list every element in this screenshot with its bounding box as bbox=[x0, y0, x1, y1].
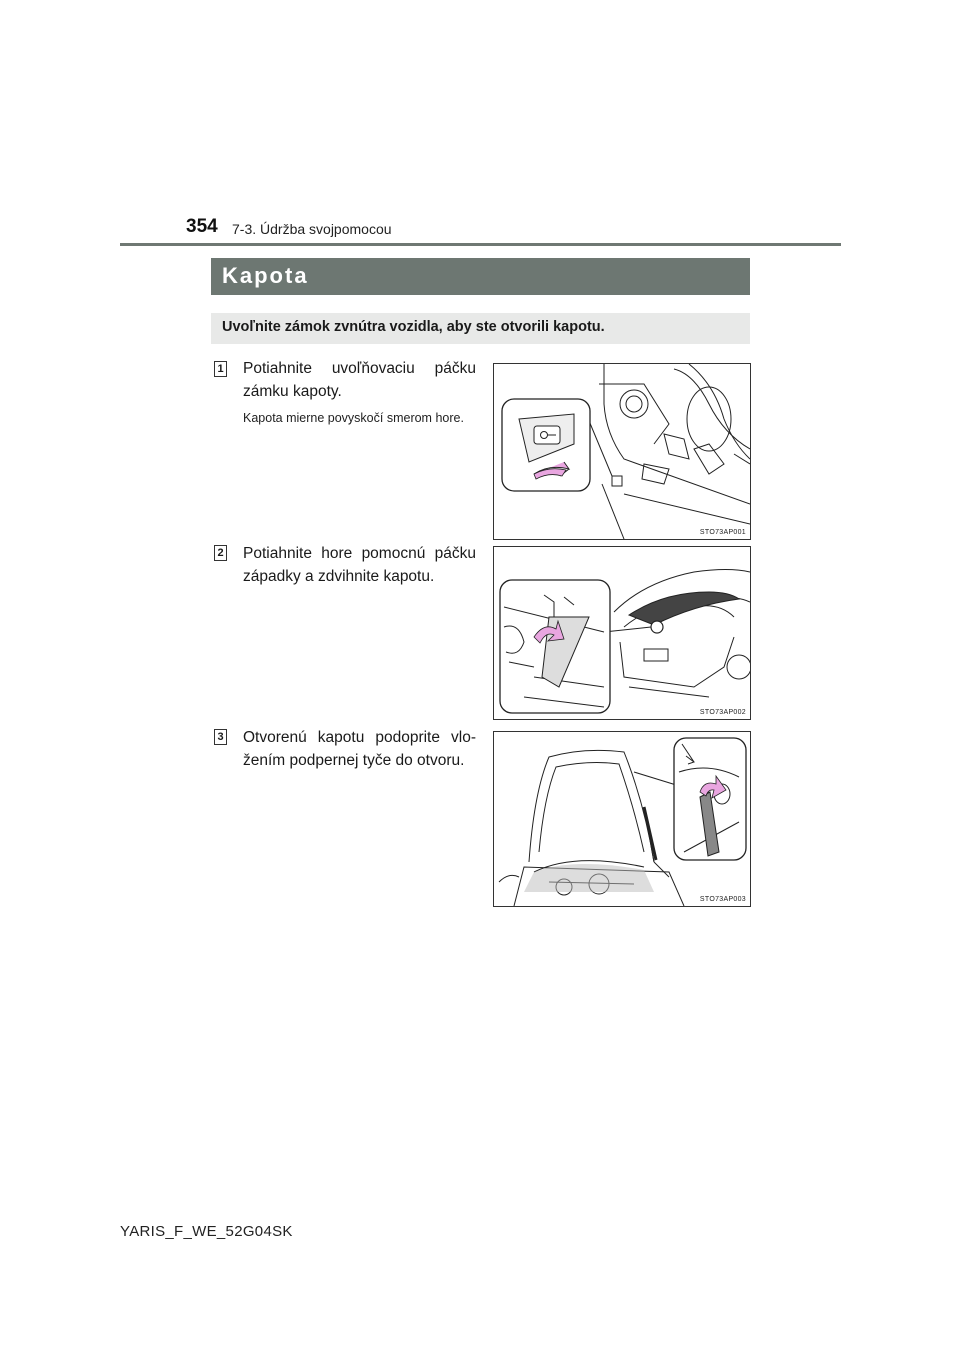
step-2-text: Potiahnite hore pomocnú páčku západky a zdvihnite kapotu. bbox=[243, 545, 476, 585]
figure-3-code: STO73AP003 bbox=[699, 896, 746, 903]
figure-1-code: STO73AP001 bbox=[699, 529, 746, 536]
page-number: 354 bbox=[186, 216, 218, 237]
page-title: Kapota bbox=[222, 263, 309, 288]
step-1-number: 1 bbox=[214, 361, 227, 377]
figure-hood-latch-lever bbox=[493, 546, 751, 720]
step-1-text: Potiahnite uvoľňovaciu páčku zámku kapoty. bbox=[243, 360, 476, 400]
section-label: 7-3. Údržba svojpomocou bbox=[232, 221, 392, 237]
footer-document-code: YARIS_F_WE_52G04SK bbox=[120, 1223, 293, 1240]
header-rule bbox=[120, 243, 841, 246]
step-3-number: 3 bbox=[214, 729, 227, 745]
subtitle-bar bbox=[211, 313, 750, 344]
title-bar bbox=[211, 258, 750, 295]
figure-hood-support-rod bbox=[493, 731, 751, 907]
step-1-note: Kapota mierne povyskočí smerom hore. bbox=[243, 411, 464, 425]
figure-hood-release-lever bbox=[493, 363, 751, 540]
step-3-text: Otvorenú kapotu podoprite vlo-žením podpernej tyče do otvoru. bbox=[243, 729, 476, 769]
subtitle-text: Uvoľnite zámok zvnútra vozidla, aby ste otvorili kapotu. bbox=[222, 319, 605, 335]
figure-2-code: STO73AP002 bbox=[699, 709, 746, 716]
step-2-number: 2 bbox=[214, 545, 227, 561]
